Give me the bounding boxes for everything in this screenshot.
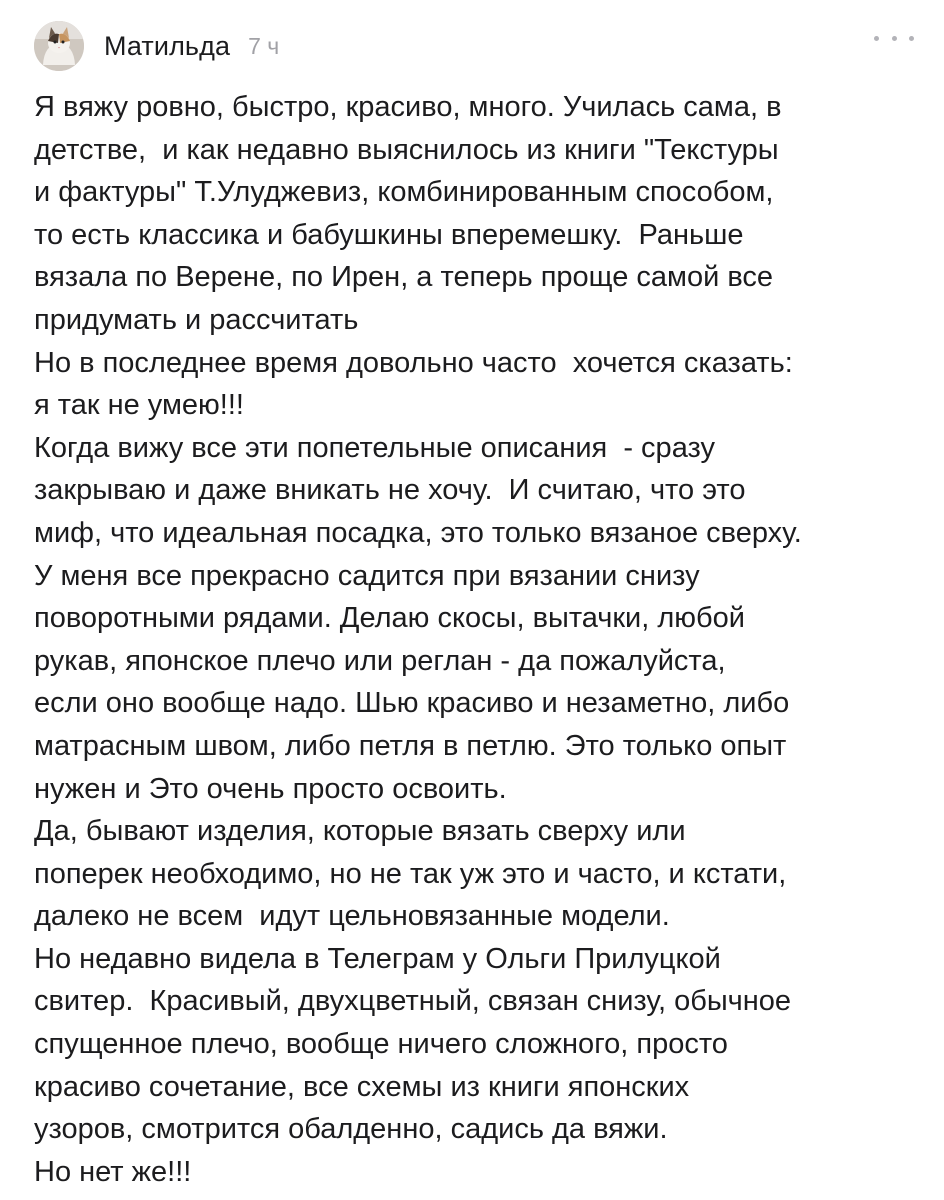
post-text-line: если оно вообще надо. Шью красиво и незаметно, либо: [34, 687, 790, 720]
post-text-line: Но нет же!!!: [34, 1155, 192, 1188]
post-text-line: то есть классика и бабушкины вперемешку. Раньше: [34, 218, 744, 251]
post-text-line: Да, бывают изделия, которые вязать сверху или: [34, 815, 686, 848]
post-text-line: и фактуры" Т.Улуджевиз, комбинированным способом,: [34, 176, 774, 209]
more-dots-icon: [874, 36, 879, 41]
post-text-line: красиво сочетание, все схемы из книги японских: [34, 1070, 690, 1103]
post-text-line: рукав, японское плечо или реглан - да пожалуйста,: [34, 644, 726, 677]
post-text-line: У меня все прекрасно садится при вязании снизу: [34, 559, 700, 592]
post-text-line: далеко не всем идут цельновязанные модели.: [34, 900, 670, 933]
post-text-line: поворотными рядами. Делаю скосы, вытачки, любой: [34, 602, 745, 635]
post-text-line: Когда вижу все эти попетельные описания - сразу: [34, 431, 715, 464]
author-name[interactable]: Матильда: [104, 30, 231, 61]
post-header: [34, 20, 914, 72]
post-text-line: Но в последнее время довольно часто хочется сказать:: [34, 346, 793, 379]
post-text-line: закрываю и даже вникать не хочу. И считаю, что это: [34, 474, 746, 507]
post-body: [34, 86, 914, 1193]
cat-avatar-icon: [34, 21, 84, 71]
post-text-line: Я вяжу ровно, быстро, красиво, много. Училась сама, в: [34, 91, 782, 123]
post-text-line: матрасным швом, либо петля в петлю. Это только опыт: [34, 729, 787, 762]
post-text-line: детстве, и как недавно выяснилось из книги "Текстуры: [34, 133, 779, 166]
post-text-line: спущенное плечо, вообще ничего сложного, просто: [34, 1028, 728, 1061]
avatar[interactable]: [34, 21, 84, 71]
post-text-line: узоров, смотрится обалденно, садись да вяжи.: [34, 1113, 668, 1146]
post-text-line: вязала по Верене, по Ирен, а теперь проще самой все: [34, 261, 774, 294]
post-text-line: поперек необходимо, но не так уж это и часто, и кстати,: [34, 857, 787, 890]
post-text-line: я так не умею!!!: [34, 389, 244, 422]
post-text-line: придумать и рассчитать: [34, 303, 359, 336]
post-text-line: миф, что идеальная посадка, это только вязаное сверху.: [34, 516, 802, 549]
post-timestamp: 7 ч: [248, 32, 280, 59]
post-text-line: нужен и Это очень просто освоить.: [34, 772, 507, 805]
post-text-line: Но недавно видела в Телеграм у Ольги Прилуцкой: [34, 942, 721, 975]
more-options-button[interactable]: [874, 26, 914, 50]
more-dots-icon: [909, 36, 914, 41]
more-dots-icon: [892, 36, 897, 41]
post-text-line: свитер. Красивый, двухцветный, связан снизу, обычное: [34, 985, 792, 1018]
